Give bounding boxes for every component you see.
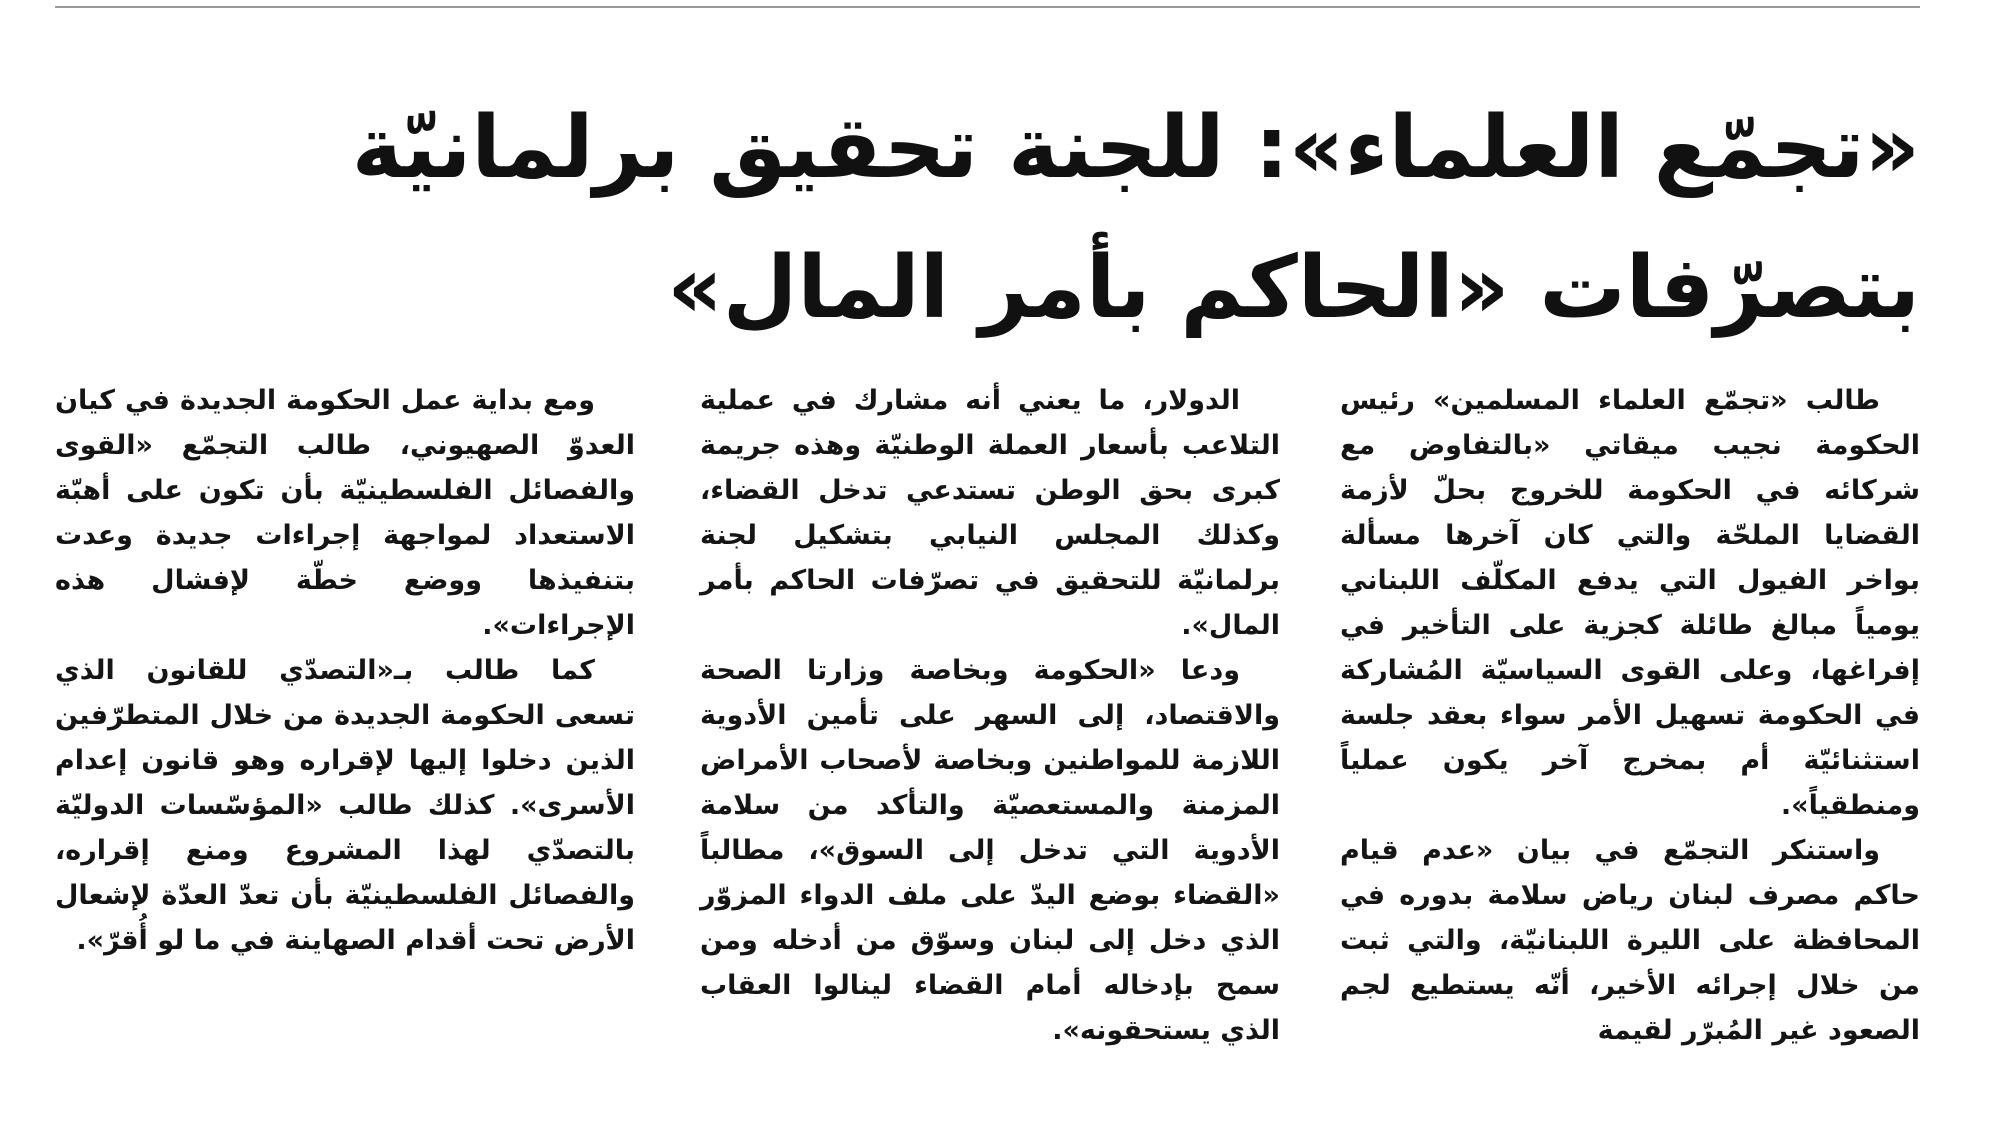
column-1-paragraph-1: طالب «تجمّع العلماء المسلمين» رئيس الحكومة نجيب ميقاتي «بالتفاوض مع شركائه في الحكومة للخروج بحلّ لأزمة القضايا الملحّة والتي كان آخرها مسألة بواخر الفيول التي يدفع المكلّف اللبناني يومياً مبالغ طائلة كجزية على التأخير في إفراغها، وعلى القوى السياسيّة المُشاركة في الحكومة تسهيل الأمر سواء بعقد جلسة استثنائيّة أم بمخرج آخر يكون عملياً ومنطقياً». xyxy=(1340,385,1920,821)
article-column-3 xyxy=(55,378,635,963)
article-column-2 xyxy=(700,378,1280,1053)
headline-line-2: بتصرّفات «الحاكم بأمر المال» xyxy=(667,238,1920,338)
article-column-1 xyxy=(1340,378,1920,1053)
column-2-paragraph-2: ودعا «الحكومة وبخاصة وزارتا الصحة والاقتصاد، إلى السهر على تأمين الأدوية اللازمة للمواطنين وبخاصة لأصحاب الأمراض المزمنة والمستعصيّة والتأكد من سلامة الأدوية التي تدخل إلى السوق»، مطالباً «القضاء بوضع اليدّ على ملف الدواء المزوّر الذي دخل إلى لبنان وسوّق من أدخله ومن سمح بإدخاله أمام القضاء لينالوا العقاب الذي يستحقونه». xyxy=(700,655,1280,1046)
column-2-paragraph-1: الدولار، ما يعني أنه مشارك في عملية التلاعب بأسعار العملة الوطنيّة وهذه جريمة كبرى بحق الوطن تستدعي تدخل القضاء، وكذلك المجلس النيابي بتشكيل لجنة برلمانيّة للتحقيق في تصرّفات الحاكم بأمر المال». xyxy=(700,385,1280,641)
top-rule xyxy=(55,6,1920,8)
column-3-paragraph-2: كما طالب بـ«التصدّي للقانون الذي تسعى الحكومة الجديدة من خلال المتطرّفين الذين دخلوا إليها لإقراره وهو قانون إعدام الأسرى». كذلك طالب «المؤسّسات الدوليّة بالتصدّي لهذا المشروع ومنع إقراره، والفصائل الفلسطينيّة بأن تعدّ العدّة لإشعال الأرض تحت أقدام الصهاينة في ما لو أُقرّ». xyxy=(55,655,635,956)
column-1-paragraph-2: واستنكر التجمّع في بيان «عدم قيام حاكم مصرف لبنان رياض سلامة بدوره في المحافظة على الليرة اللبنانيّة، والتي ثبت من خلال إجرائه الأخير، أنّه يستطيع لجم الصعود غير المُبرّر لقيمة xyxy=(1340,835,1920,1046)
column-3-paragraph-1: ومع بداية عمل الحكومة الجديدة في كيان العدوّ الصهيوني، طالب التجمّع «القوى والفصائل الفلسطينيّة بأن تكون على أهبّة الاستعداد لمواجهة إجراءات جديدة وعدت بتنفيذها ووضع خطّة لإفشال هذه الإجراءات». xyxy=(55,385,635,641)
headline-line-1: «تجمّع العلماء»: للجنة تحقيق برلمانيّة xyxy=(351,98,1920,198)
headline xyxy=(320,78,1920,358)
